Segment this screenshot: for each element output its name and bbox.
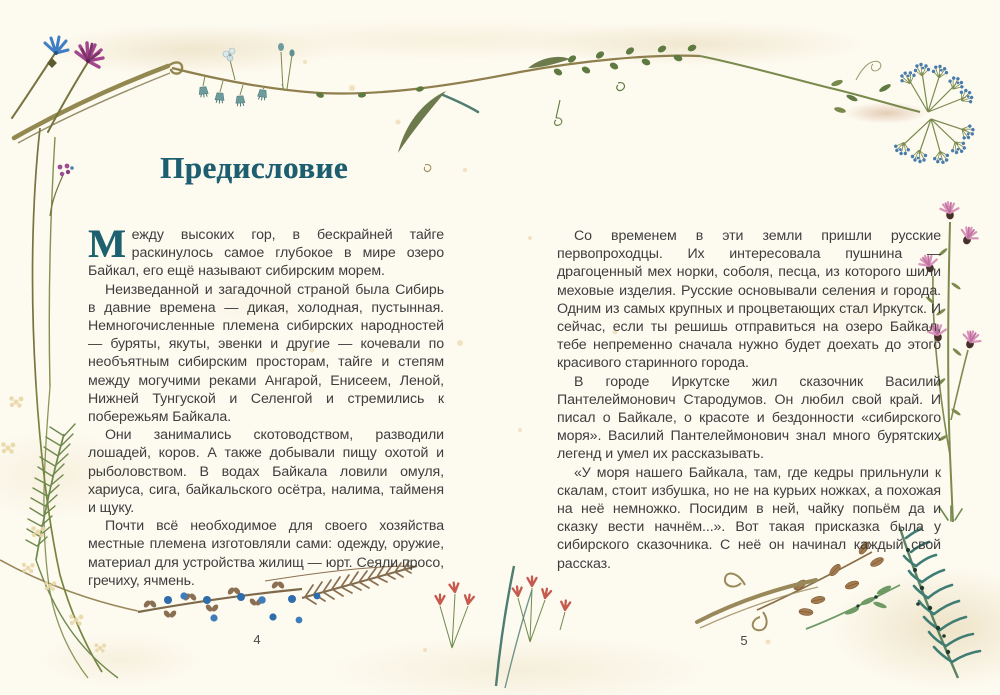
paragraph-3: Они занимались скотоводством, разводили лошадей, коров. А также добывали пищу охотой и рыболовством. В водах Байкала ловили омуля, хариуса, сига, байкальского осётра, налима, тайменя и щуку. xyxy=(88,427,444,517)
right-text-column xyxy=(557,227,941,573)
drop-cap: М xyxy=(88,221,126,266)
paragraph-7: «У моря нашего Байкала, там, где кедры прильнули к скалам, стоит избушка, но не на курьих ножках, а похожая на неё немножко. Посидим в ней, чайку попьём да и сказку вести начнём...». Вот такая присказка была у сибирского сказочника. С неё он начинал каждый свой рассказ. xyxy=(557,464,941,572)
paragraph-4: Почти всё необходимое для своего хозяйства местные племена изготовляли сами: одежду, оружие, материал для устройства жилищ — юрт. Сеяли просо, гречиху, ячмень. xyxy=(88,518,444,589)
page-number-right: 5 xyxy=(740,633,748,648)
paragraph-1-text: ежду высоких гор, в бескрайней тайге раскинулось самое глубокое в мире озеро Байкал, его ещё называют сибирским морем. xyxy=(88,227,444,280)
paragraph-6: В городе Иркутске жил сказочник Василий Пантелеймонович Стародумов. Он любил свой край. И писал о Байкале, о красоте и бездонности «сибирского моря». Василий Пантелеймонович знал много бурятских легенд и умел их рассказывать. xyxy=(557,373,941,463)
page-right xyxy=(500,0,1000,695)
left-text-column xyxy=(88,221,444,590)
paragraph-5: Со временем в эти земли пришли русские первопроходцы. Их интересовала пушнина — драгоценный мех норки, соболя, песца, из которого шили меховые изделия. Русские основывали селения и города. Одним из самых крупных и процветающих стал Иркутск. И сейчас, если ты решишь отправиться на озеро Байкал, тебе непременно сначала нужно будет доехать до этого красивого старинного города. xyxy=(557,228,941,372)
chapter-title: Предисловие xyxy=(160,150,348,185)
paragraph-2: Неизведанной и загадочной страной была Сибирь в давние времена — дикая, холодная, пустынная. Немногочисленные племена сибирских народностей — буряты, якуты, эвенки и другие — кочевали по необъятным сибирским просторам, тайге и степям между могучими реками Ангарой, Енисеем, Леной, Нижней Тунгуской и Селенгой и стремились к побережьям Байкала. xyxy=(88,281,444,426)
paragraph-1 xyxy=(88,221,444,281)
page-number-left: 4 xyxy=(253,632,261,647)
